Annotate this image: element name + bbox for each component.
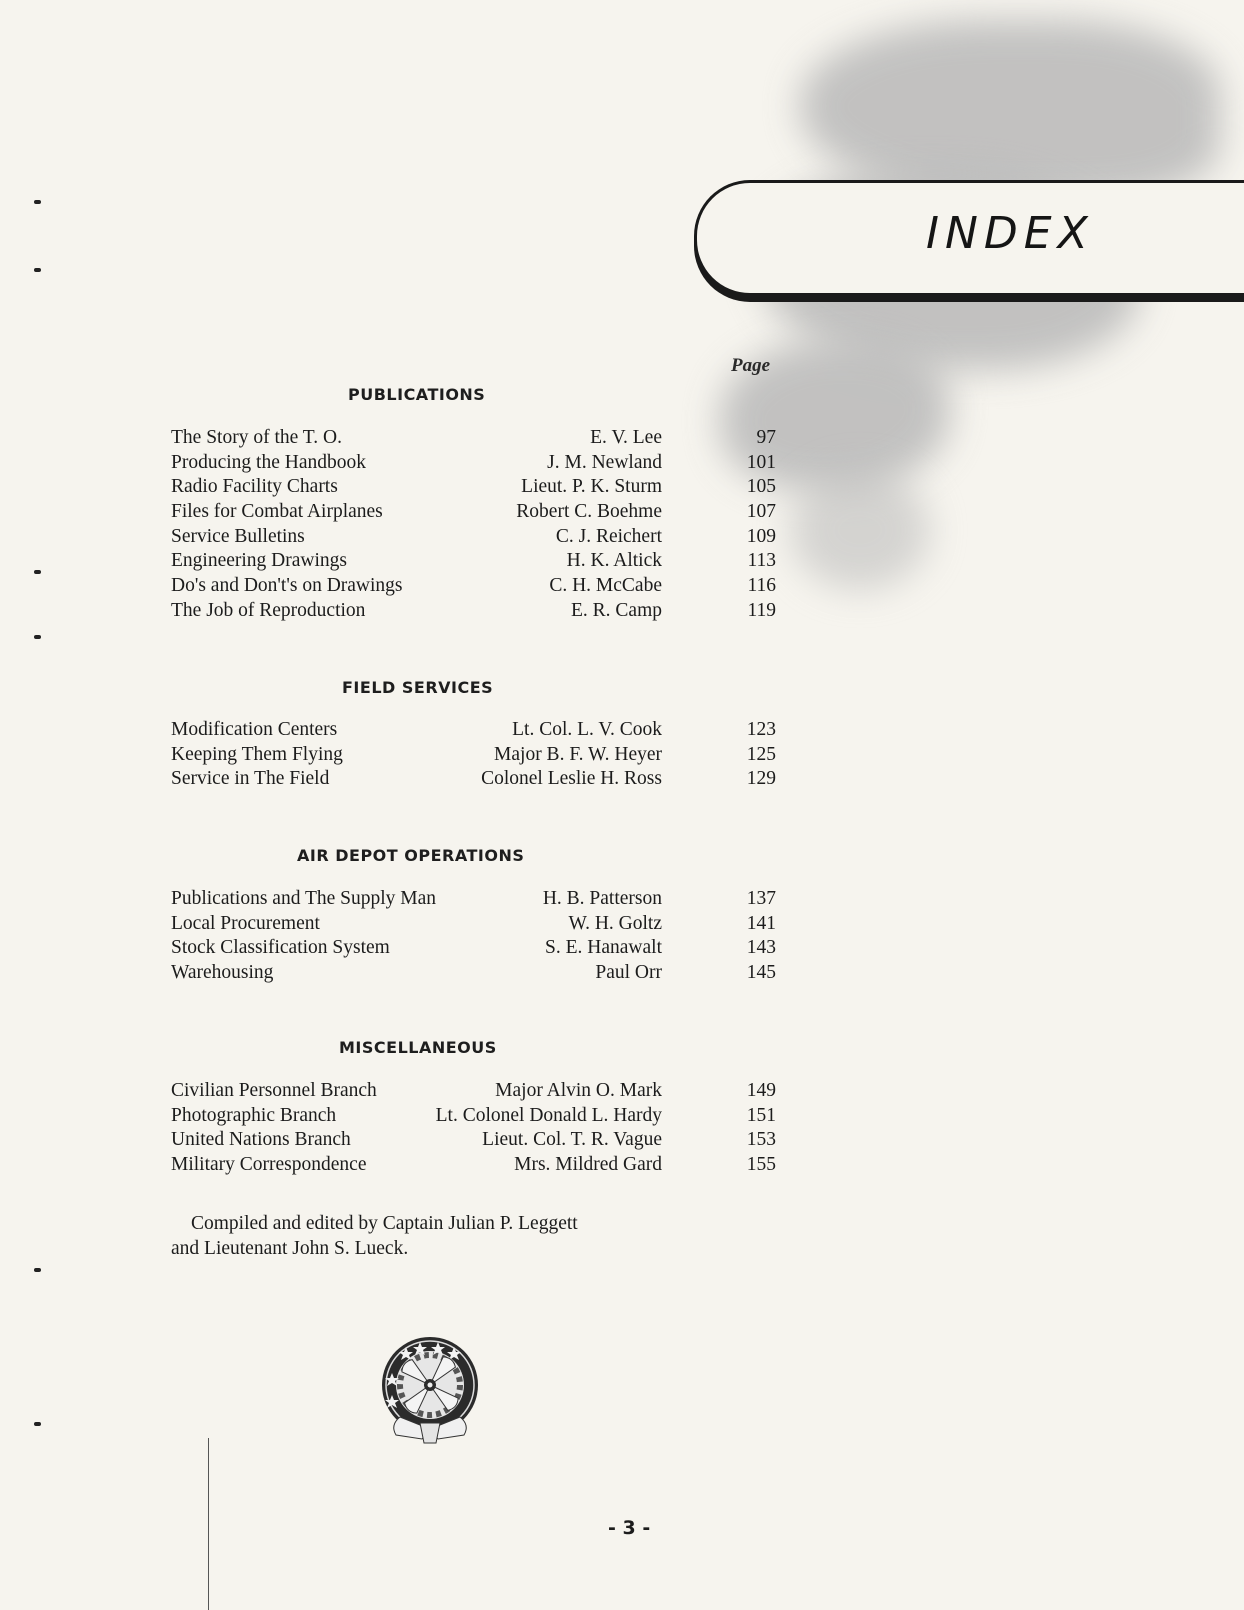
compiled-by-credit <box>171 1211 578 1261</box>
entry-page: 129 <box>746 768 776 790</box>
index-entry <box>171 1129 776 1154</box>
entry-title: The Job of Reproduction <box>171 599 366 621</box>
scan-mark <box>34 1422 41 1426</box>
entry-author: Paul Orr <box>595 962 662 984</box>
entry-title: Civilian Personnel Branch <box>171 1080 377 1101</box>
index-entry <box>171 452 776 477</box>
entry-page: 137 <box>746 888 776 909</box>
entry-page: 105 <box>746 476 776 498</box>
entry-author: C. J. Reichert <box>555 525 662 547</box>
entry-page: 143 <box>746 937 776 959</box>
airbrush-shadow <box>800 20 1220 200</box>
entry-page: 149 <box>746 1080 776 1101</box>
index-entry <box>171 427 776 452</box>
entry-title: Local Procurement <box>171 912 320 934</box>
entry-author: Lieut. Col. T. R. Vague <box>482 1129 662 1151</box>
index-entry <box>171 913 776 938</box>
entry-author: S. E. Hanawalt <box>545 937 662 959</box>
section-heading-field-services: FIELD SERVICES <box>342 678 494 697</box>
section-heading-air-depot-operations: AIR DEPOT OPERATIONS <box>297 846 525 865</box>
entry-page: 141 <box>746 912 776 934</box>
entry-author: E. R. Camp <box>571 599 662 621</box>
section-entries-miscellaneous <box>171 1080 776 1179</box>
index-entry <box>171 550 776 575</box>
entry-author: Lt. Col. L. V. Cook <box>512 719 662 740</box>
index-entry <box>171 1105 776 1130</box>
entry-title: Modification Centers <box>171 719 338 740</box>
entry-title: Do's and Don't's on Drawings <box>171 575 403 597</box>
entry-page: 145 <box>746 962 776 984</box>
entry-title: Photographic Branch <box>171 1104 337 1126</box>
index-entry <box>171 575 776 600</box>
entry-author: Lieut. P. K. Sturm <box>521 476 662 498</box>
entry-author: H. B. Patterson <box>542 888 662 909</box>
airbrush-shadow <box>790 470 930 590</box>
entry-page: 116 <box>747 575 776 597</box>
page-number: - 3 - <box>608 1517 651 1539</box>
entry-page: 97 <box>756 427 776 448</box>
index-entry <box>171 476 776 501</box>
entry-page: 153 <box>746 1129 776 1151</box>
entry-title: Keeping Them Flying <box>171 743 343 765</box>
page-column-label: Page <box>731 355 771 376</box>
section-heading-miscellaneous: MISCELLANEOUS <box>339 1038 497 1057</box>
propeller-gear-wings-emblem-icon <box>360 1335 500 1445</box>
section-entries-air-depot-operations <box>171 888 776 987</box>
entry-title: Files for Combat Airplanes <box>171 501 383 523</box>
scan-mark <box>34 570 41 574</box>
entry-title: Producing the Handbook <box>171 451 366 473</box>
scan-mark <box>34 1268 41 1272</box>
section-entries-publications <box>171 427 776 625</box>
entry-title: Warehousing <box>171 962 274 984</box>
section-heading-publications: PUBLICATIONS <box>348 385 486 404</box>
entry-page: 109 <box>746 525 776 547</box>
entry-author: J. M. Newland <box>547 451 662 473</box>
entry-title: Radio Facility Charts <box>171 476 338 498</box>
entry-author: W. H. Goltz <box>568 912 662 934</box>
entry-page: 155 <box>746 1154 776 1176</box>
entry-title: United Nations Branch <box>171 1129 351 1151</box>
entry-page: 125 <box>746 743 776 765</box>
index-entry <box>171 719 776 744</box>
scan-mark <box>34 200 41 204</box>
index-entry <box>171 526 776 551</box>
index-entry <box>171 1080 776 1105</box>
entry-title: Military Correspondence <box>171 1154 367 1176</box>
entry-title: Service in The Field <box>171 768 330 790</box>
entry-page: 119 <box>747 599 776 621</box>
entry-title: Stock Classification System <box>171 937 390 959</box>
index-entry <box>171 744 776 769</box>
entry-author: Major B. F. W. Heyer <box>494 743 662 765</box>
entry-author: C. H. McCabe <box>549 575 662 597</box>
page-title: INDEX <box>926 208 1094 259</box>
entry-author: Mrs. Mildred Gard <box>514 1154 662 1176</box>
entry-author: H. K. Altick <box>566 550 662 572</box>
entry-author: Robert C. Boehme <box>516 501 662 523</box>
entry-title: Publications and The Supply Man <box>171 888 437 909</box>
section-entries-field-services <box>171 719 776 793</box>
entry-author: Colonel Leslie H. Ross <box>481 768 662 790</box>
entry-page: 123 <box>746 719 776 740</box>
index-entry <box>171 888 776 913</box>
entry-author: Major Alvin O. Mark <box>495 1080 662 1101</box>
entry-page: 107 <box>746 501 776 523</box>
index-entry <box>171 600 776 625</box>
entry-page: 151 <box>746 1104 776 1126</box>
entry-title: Service Bulletins <box>171 525 305 547</box>
entry-title: The Story of the T. O. <box>171 427 342 448</box>
credit-line: and Lieutenant John S. Lueck. <box>171 1238 409 1259</box>
index-entry <box>171 1154 776 1179</box>
credit-line: Compiled and edited by Captain Julian P. Leggett <box>191 1213 578 1234</box>
entry-page: 113 <box>747 550 776 572</box>
index-entry <box>171 501 776 526</box>
scan-mark <box>34 268 41 272</box>
scan-mark <box>34 635 41 639</box>
index-entry <box>171 937 776 962</box>
entry-page: 101 <box>746 451 776 473</box>
entry-title: Engineering Drawings <box>171 550 347 572</box>
entry-author: E. V. Lee <box>590 427 662 448</box>
index-entry <box>171 962 776 987</box>
scan-artifact-line <box>208 1438 209 1610</box>
entry-author: Lt. Colonel Donald L. Hardy <box>435 1104 662 1126</box>
index-entry <box>171 768 776 793</box>
